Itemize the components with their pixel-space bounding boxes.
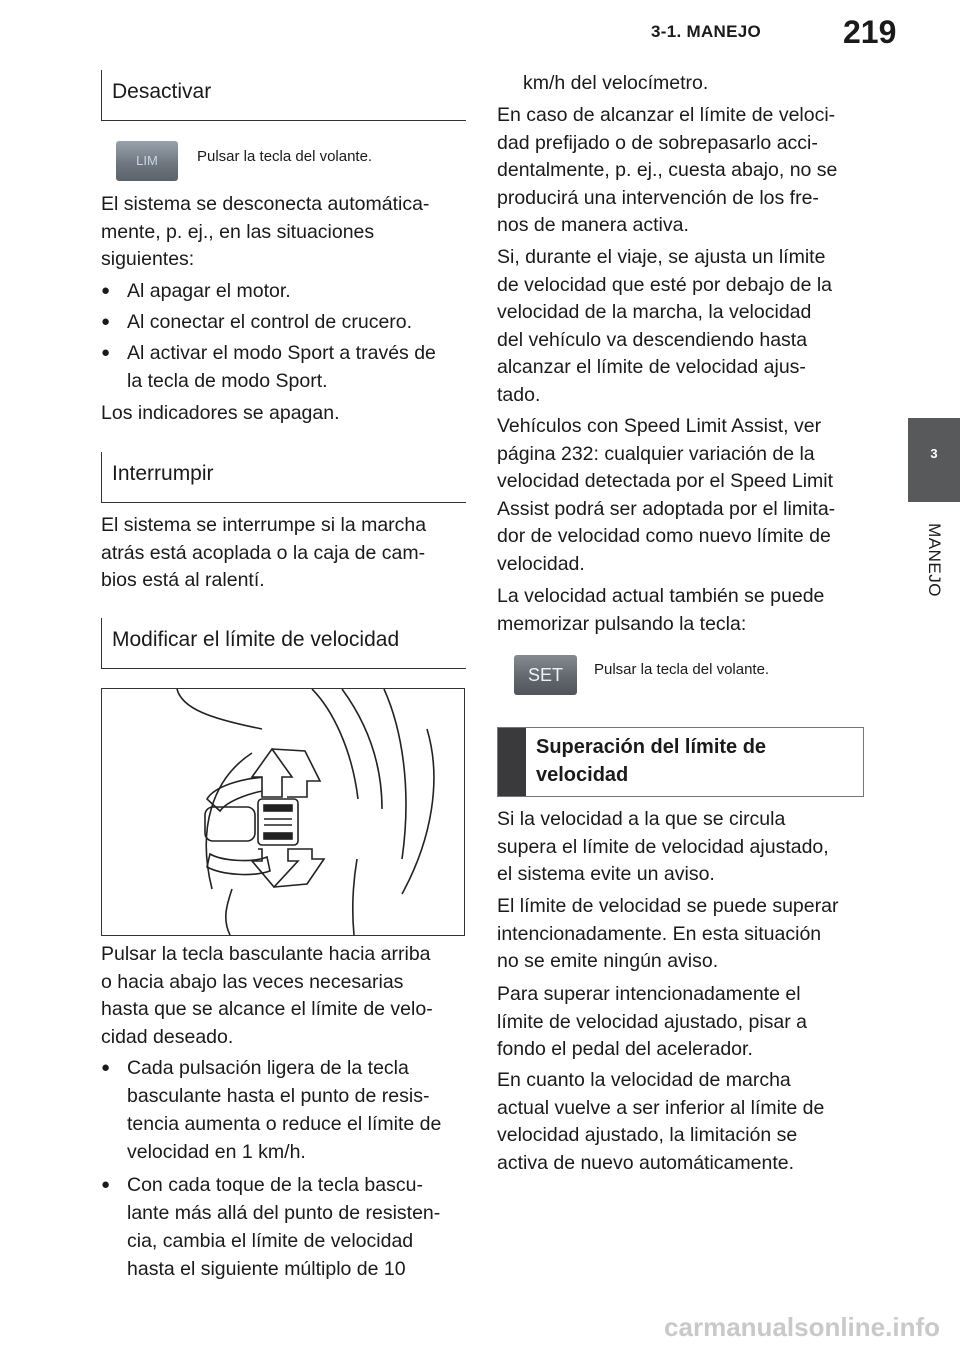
heading-interrumpir-text: Interrumpir	[112, 462, 214, 485]
text-line: tado.	[497, 383, 541, 406]
text-line: o hacia abajo las veces necesarias	[101, 970, 404, 993]
text-line: dor de velocidad como nuevo límite de	[497, 525, 831, 548]
interrumpir-paragraph	[101, 512, 426, 595]
text-line: supera el límite de velocidad ajustado,	[497, 835, 829, 858]
text-line: fondo el pedal del acelerador.	[497, 1038, 753, 1061]
callout-title-line: Superación del límite de	[536, 736, 767, 758]
text-line: no se emite ningún aviso.	[497, 950, 719, 973]
text-line: Con cada toque de la tecla bascu-	[127, 1174, 423, 1196]
right-paragraph-6	[497, 893, 838, 976]
text-line: El sistema se desconecta automática-	[101, 193, 430, 215]
page-number: 219	[843, 14, 897, 50]
text-line: mente, p. ej., en las situaciones	[101, 220, 375, 243]
text-line: actual vuelve a ser inferior al límite de	[497, 1096, 825, 1119]
text-line: límite de velocidad ajustado, pisar a	[497, 1010, 808, 1033]
callout-title	[536, 733, 766, 789]
text-line: página 232: cualquier variación de la	[497, 442, 815, 465]
text-line: producirá una intervención de los fre-	[497, 186, 819, 209]
text-line: del vehículo va descendiendo hasta	[497, 328, 808, 351]
right-paragraph-4	[497, 583, 824, 638]
steering-wheel-rocker-switch-icon	[102, 689, 464, 935]
chapter-tab	[908, 418, 960, 502]
bullet-icon: ●	[101, 344, 111, 361]
text-line: Si, durante el viaje, se ajusta un límite	[497, 246, 826, 268]
chapter-tab-label: MANEJO	[925, 523, 944, 597]
text-line: de velocidad que esté por debajo de la	[497, 273, 833, 296]
bullet-icon: ●	[101, 313, 111, 330]
watermark: carmanualsonline.info	[664, 1312, 940, 1342]
heading-desactivar	[101, 70, 466, 121]
text-line: En caso de alcanzar el límite de veloci-	[497, 104, 836, 126]
heading-desactivar-text: Desactivar	[112, 80, 212, 103]
text-line: activa de nuevo automáticamente.	[497, 1151, 795, 1174]
text-line: velocidad de la marcha, la velocidad	[497, 301, 812, 324]
desactivar-paragraph	[101, 191, 429, 274]
text-line: Para superar intencionadamente el	[497, 983, 801, 1005]
chapter-tab-number: 3	[930, 446, 938, 461]
text-line: hasta el siguiente múltiplo de 10	[127, 1258, 406, 1280]
text-line: cia, cambia el límite de velocidad	[127, 1230, 414, 1252]
right-paragraph-7	[497, 981, 807, 1064]
text-line: bios está al ralentí.	[101, 569, 265, 592]
text-line: tencia aumenta o reduce el límite de	[127, 1113, 442, 1135]
text-line: memorizar pulsando la tecla:	[497, 612, 747, 635]
steering-wheel-illustration	[101, 688, 465, 936]
text-line: dentalmente, p. ej., cuesta abajo, no se	[497, 159, 838, 182]
text-line: el sistema evite un aviso.	[497, 863, 715, 886]
text-line: intencionadamente. En esta situación	[497, 922, 822, 945]
text-line: velocidad en 1 km/h.	[127, 1141, 306, 1163]
text-line: Assist podrá ser adoptada por el limita-	[497, 497, 836, 520]
callout-bar	[498, 728, 526, 796]
text-line: En cuanto la velocidad de marcha	[497, 1069, 791, 1091]
text-line: Si la velocidad a la que se circula	[497, 808, 786, 830]
right-paragraph-8	[497, 1067, 824, 1177]
text-line: cidad deseado.	[101, 1025, 234, 1048]
text-line: atrás está acoplada o la caja de cam-	[101, 541, 426, 564]
text-line: velocidad.	[497, 552, 585, 575]
set-key-caption: Pulsar la tecla del volante.	[594, 661, 770, 678]
lim-key-icon: LIM	[116, 141, 178, 181]
text-line: Al conectar el control de crucero.	[127, 311, 413, 333]
bullet-icon: ●	[101, 282, 111, 299]
text-line: lante más allá del punto de resisten-	[127, 1202, 441, 1224]
text-line: El sistema se interrumpe si la marcha	[101, 514, 427, 536]
text-line: nos de manera activa.	[497, 214, 689, 237]
right-paragraph-3	[497, 413, 835, 579]
heading-interrumpir	[101, 452, 466, 503]
right-paragraph-2	[497, 244, 832, 410]
callout-heading-box	[497, 727, 864, 797]
bullet-icon: ●	[101, 1176, 111, 1193]
text-line: velocidad detectada por el Speed Limit	[497, 470, 834, 493]
callout-title-line: velocidad	[536, 764, 629, 786]
text-line: Pulsar la tecla basculante hacia arriba	[101, 943, 431, 965]
modificar-paragraph	[101, 941, 433, 1051]
running-header-section: 3-1. MANEJO	[651, 22, 762, 41]
text-line: basculante hasta el punto de resis-	[127, 1085, 430, 1107]
heading-modificar-text: Modificar el límite de velocidad	[112, 628, 400, 651]
text-line: Cada pulsación ligera de la tecla	[127, 1057, 409, 1079]
text-line: velocidad ajustado, la limitación se	[497, 1124, 798, 1147]
bullet-icon: ●	[101, 1059, 111, 1076]
text-line: Al activar el modo Sport a través de	[127, 342, 436, 364]
desactivar-after-text: Los indicadores se apagan.	[101, 402, 340, 424]
lim-key-caption: Pulsar la tecla del volante.	[197, 148, 373, 165]
text-line: dad prefijado o de sobrepasarlo acci-	[497, 131, 818, 154]
continued-line: km/h del velocímetro.	[523, 72, 709, 94]
text-line: Vehículos con Speed Limit Assist, ver	[497, 415, 822, 437]
heading-modificar	[101, 618, 466, 669]
text-line: El límite de velocidad se puede superar	[497, 895, 839, 917]
right-paragraph-1	[497, 102, 837, 240]
text-line: hasta que se alcance el límite de velo-	[101, 998, 433, 1021]
set-key-icon: SET	[514, 655, 577, 695]
text-line: Al apagar el motor.	[127, 280, 291, 302]
right-paragraph-5	[497, 806, 829, 889]
text-line: La velocidad actual también se puede	[497, 585, 825, 607]
text-line: alcanzar el límite de velocidad ajus-	[497, 356, 806, 379]
text-line: la tecla de modo Sport.	[127, 370, 328, 392]
text-line: siguientes:	[101, 248, 195, 271]
